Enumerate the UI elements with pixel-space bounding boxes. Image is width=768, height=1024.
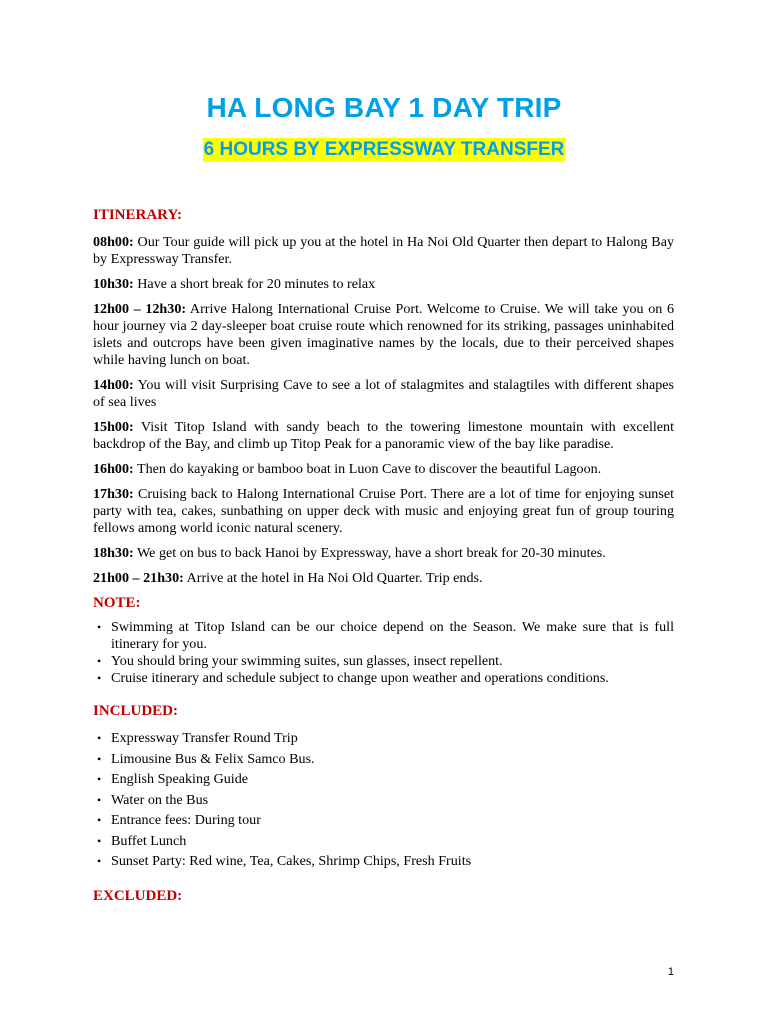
bullet-icon: • — [97, 671, 102, 685]
note-text: You should bring your swimming suites, sun glasses, insect repellent. — [111, 653, 503, 669]
itinerary-time: 17h30: — [93, 486, 134, 502]
included-text: English Speaking Guide — [111, 771, 249, 787]
included-item — [93, 751, 674, 768]
itinerary-time: 18h30: — [93, 545, 134, 561]
itinerary-text: Visit Titop Island with sandy beach to the towering limestone mountain with excellent backdrop of the Bay, and climb up Titop Peak for a panoramic view of the bay like paradise. — [93, 419, 674, 452]
itinerary-item — [93, 545, 674, 562]
note-text: Swimming at Titop Island can be our choice depend on the Season. We make sure that is full itinerary for you. — [111, 619, 674, 652]
note-heading: NOTE: — [93, 595, 141, 611]
itinerary-item — [93, 276, 674, 293]
bullet-icon: • — [97, 792, 102, 807]
included-item — [93, 792, 674, 809]
note-item — [93, 619, 674, 653]
included-text: Sunset Party: Red wine, Tea, Cakes, Shrimp Chips, Fresh Fruits — [111, 853, 472, 869]
itinerary-text: Our Tour guide will pick up you at the hotel in Ha Noi Old Quarter then depart to Halong Bay by Expressway Transfer. — [93, 234, 674, 267]
document-subtitle: 6 HOURS BY EXPRESSWAY TRANSFER — [203, 139, 565, 160]
itinerary-text: Arrive Halong International Cruise Port. Welcome to Cruise. We will take you on 6 hour journey via 2 day-sleeper boat cruise route which renowned for its striking, passages uninhabited islets and outcrops have been given imaginative names by the locals, due to their perceived shapes while having lunch on boat. — [93, 301, 674, 368]
bullet-icon: • — [97, 813, 102, 827]
note-list — [93, 619, 674, 687]
itinerary-item — [93, 301, 674, 369]
included-heading: INCLUDED: — [93, 703, 179, 719]
included-item — [93, 853, 674, 870]
itinerary-time: 14h00: — [93, 377, 134, 393]
bullet-icon: • — [97, 833, 102, 848]
included-item — [93, 771, 674, 788]
itinerary-text: Then do kayaking or bamboo boat in Luon Cave to discover the beautiful Lagoon. — [133, 461, 602, 477]
bullet-icon: • — [97, 751, 102, 766]
itinerary-text: We get on bus to back Hanoi by Expressway, have a short break for 20-30 minutes. — [133, 545, 606, 561]
included-item — [93, 730, 674, 747]
itinerary-text: You will visit Surprising Cave to see a lot of stalagmites and stalagtiles with different shapes of sea lives — [93, 377, 674, 410]
itinerary-text: Arrive at the hotel in Ha Noi Old Quarter. Trip ends. — [183, 570, 483, 586]
itinerary-text: Cruising back to Halong International Cruise Port. There are a lot of time for enjoying sunset party with tea, cakes, sunbathing on upper deck with music and enjoying great fun of group touring fellows among world iconic natural scenery. — [93, 486, 674, 536]
included-text: Entrance fees: During tour — [111, 812, 261, 828]
itinerary-time: 12h00 – 12h30: — [93, 301, 187, 317]
itinerary-time: 10h30: — [93, 276, 134, 292]
page-number: 1 — [667, 966, 674, 978]
itinerary-time: 16h00: — [93, 461, 134, 477]
itinerary-item — [93, 234, 674, 268]
itinerary-text: Have a short break for 20 minutes to relax — [133, 276, 376, 292]
itinerary-heading: ITINERARY: — [93, 207, 182, 223]
itinerary-list — [93, 234, 674, 587]
bullet-icon: • — [97, 772, 102, 786]
included-text: Water on the Bus — [111, 791, 209, 808]
itinerary-item — [93, 486, 674, 537]
included-text: Buffet Lunch — [111, 832, 187, 849]
document-title: HA LONG BAY 1 DAY TRIP — [206, 92, 562, 123]
included-text: Limousine Bus & Felix Samco Bus. — [111, 750, 315, 767]
note-text: Cruise itinerary and schedule subject to change upon weather and operations conditions. — [111, 670, 609, 686]
included-item — [93, 833, 674, 850]
itinerary-time: 15h00: — [93, 419, 134, 435]
excluded-heading: EXCLUDED: — [93, 888, 183, 904]
bullet-icon: • — [97, 854, 102, 868]
included-list — [93, 730, 674, 870]
included-text: Expressway Transfer Round Trip — [111, 730, 298, 746]
itinerary-item — [93, 377, 674, 411]
included-item — [93, 812, 674, 829]
subtitle-wrapper — [0, 138, 768, 162]
itinerary-item — [93, 570, 674, 587]
itinerary-time: 21h00 – 21h30: — [93, 570, 184, 586]
document-body — [93, 207, 674, 915]
note-item — [93, 653, 674, 670]
note-item — [93, 670, 674, 687]
bullet-icon: • — [97, 654, 102, 668]
bullet-icon: • — [97, 731, 102, 745]
itinerary-item — [93, 461, 674, 478]
itinerary-time: 08h00: — [93, 234, 134, 250]
bullet-icon: • — [97, 620, 102, 634]
itinerary-item — [93, 419, 674, 453]
